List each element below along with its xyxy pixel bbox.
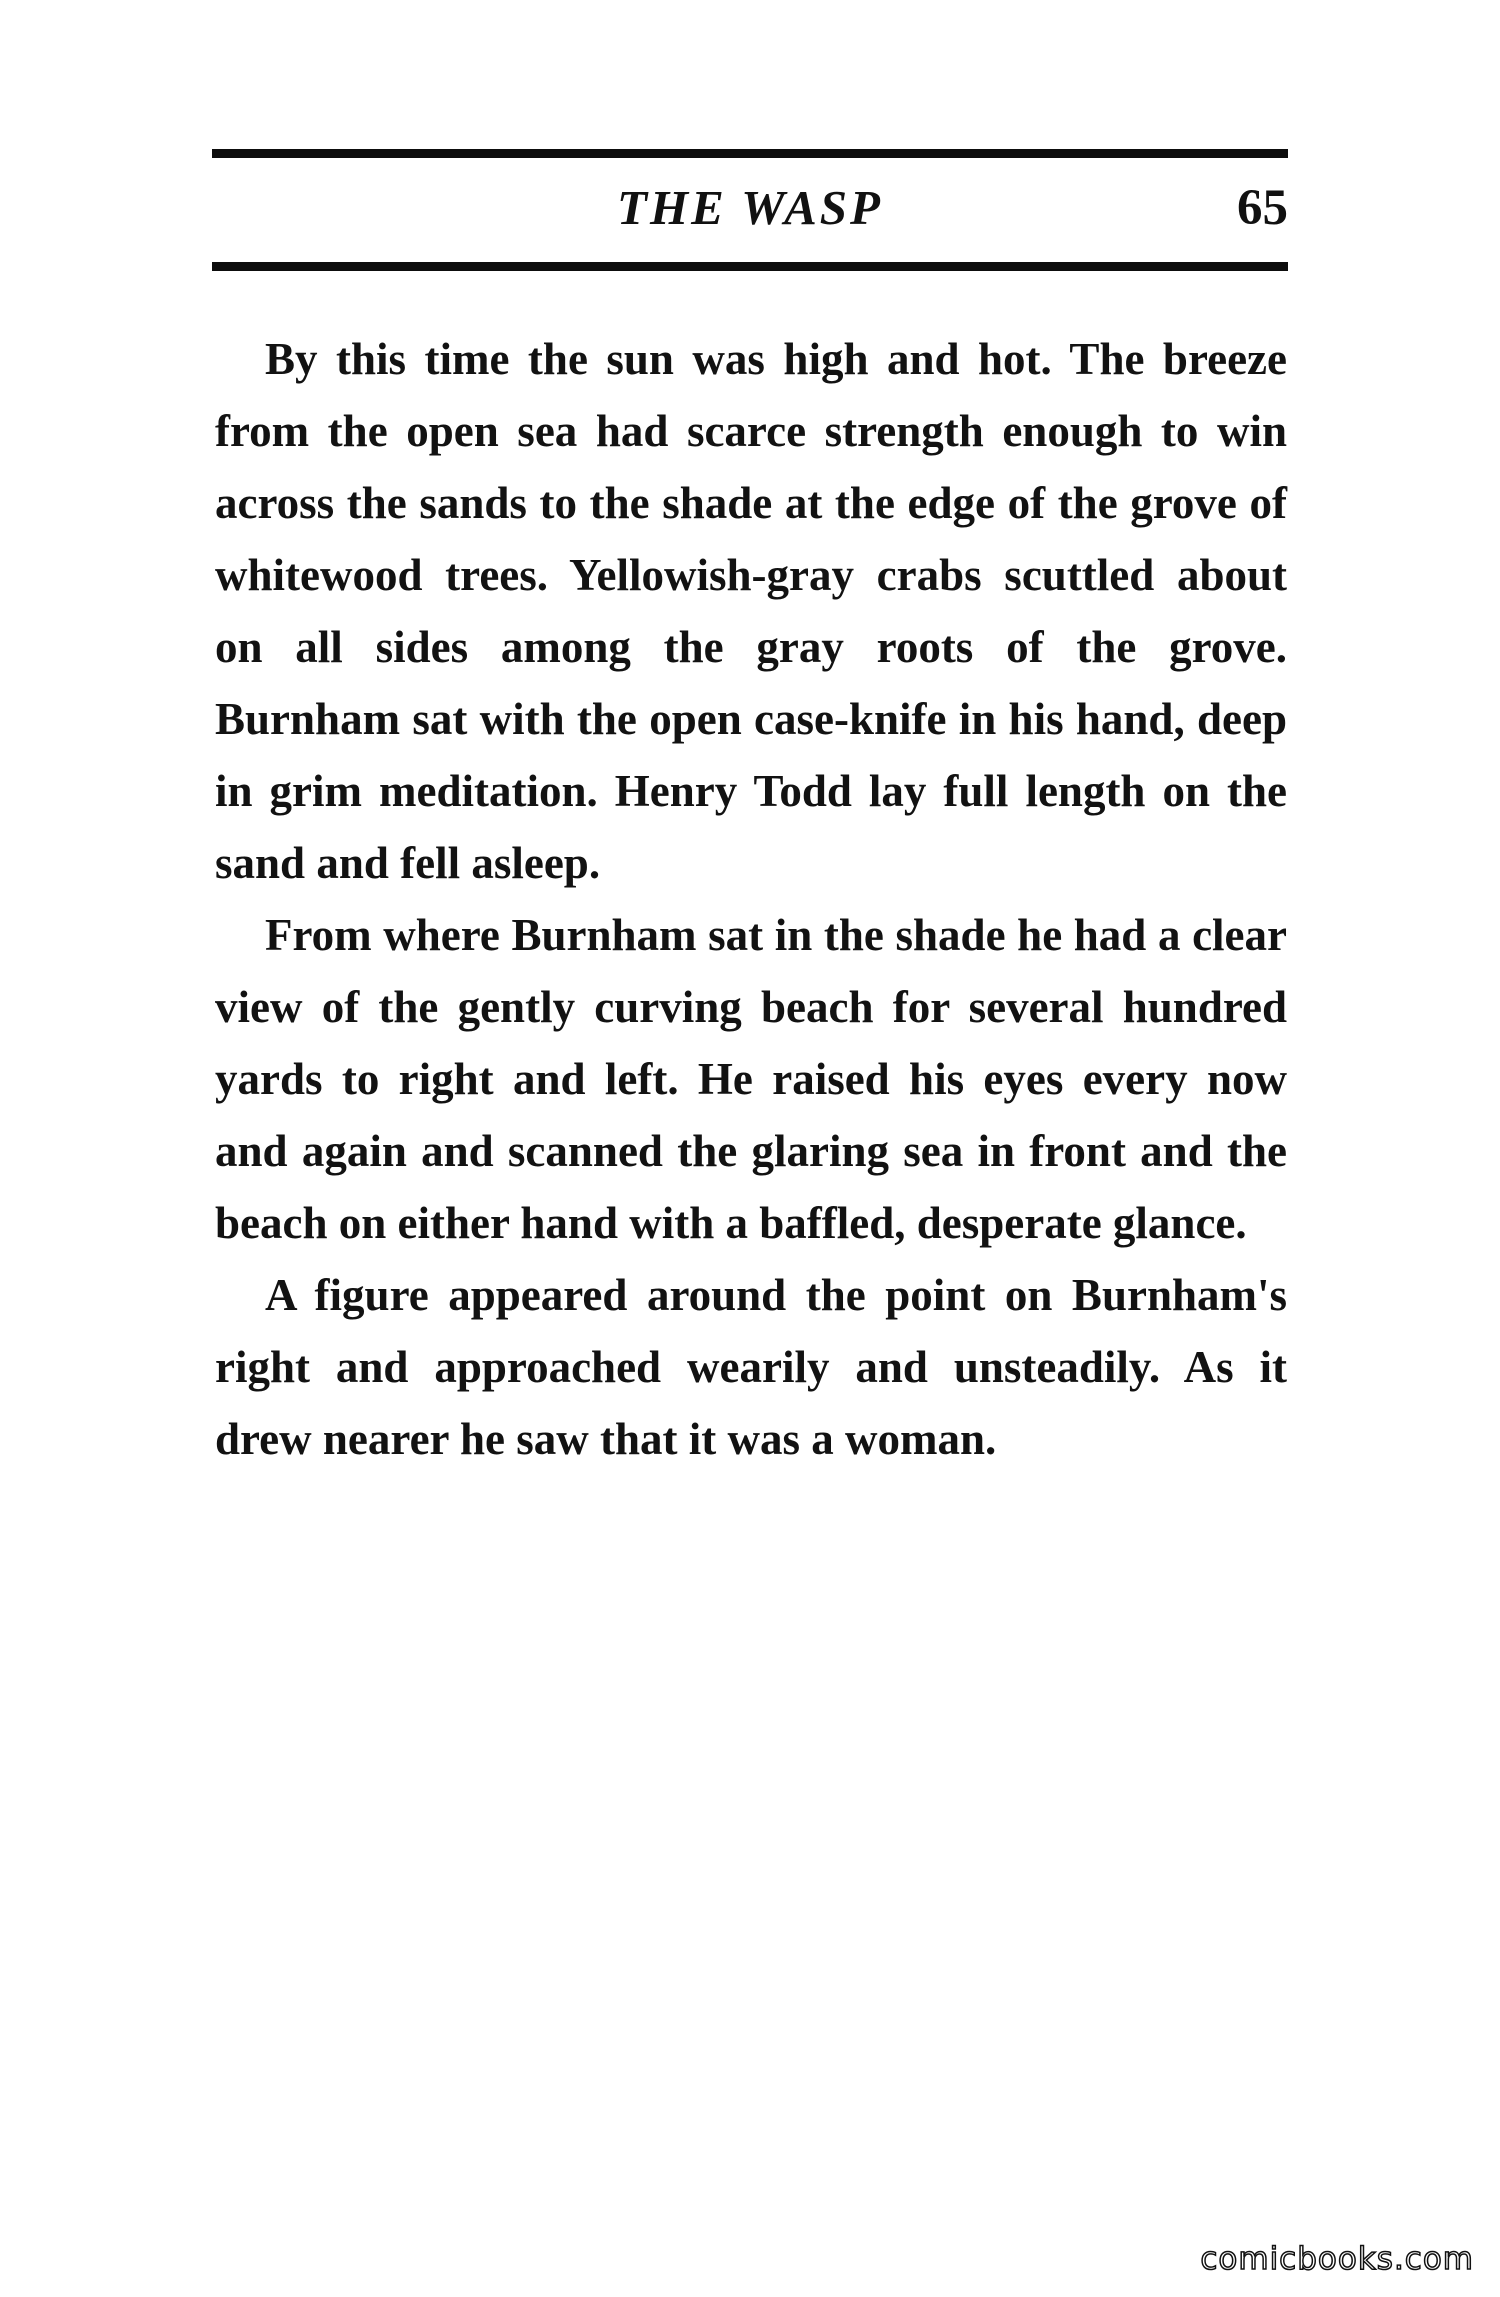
body-text xyxy=(215,323,1287,1475)
page-number: 65 xyxy=(1237,180,1288,236)
watermark: comicbooks.com xyxy=(1200,2241,1474,2277)
paragraph-3: A figure appeared around the point on Burnham's right and approached wearily and unsteadily. As it drew nearer he saw that it was a woman. xyxy=(215,1270,1287,1464)
header-top-rule xyxy=(212,149,1288,158)
header-bottom-rule xyxy=(212,262,1288,271)
running-title: THE WASP xyxy=(617,180,883,235)
paragraph-2: From where Burnham sat in the shade he had a clear view of the gently curving beach for several hundred yards to right and left. He raised his eyes every now and again and scanned the glaring sea in front and the beach on either hand with a baffled, desperate glance. xyxy=(215,910,1287,1248)
paragraph-1: By this time the sun was high and hot. The breeze from the open sea had scarce strength enough to win across the sands to the shade at the edge of the grove of whitewood trees. Yellowish-gray crabs scuttled about on all sides among the gray roots of the grove. Burnham sat with the open case-knife in his hand, deep in grim meditation. Henry Todd lay full length on the sand and fell asleep. xyxy=(215,334,1287,888)
